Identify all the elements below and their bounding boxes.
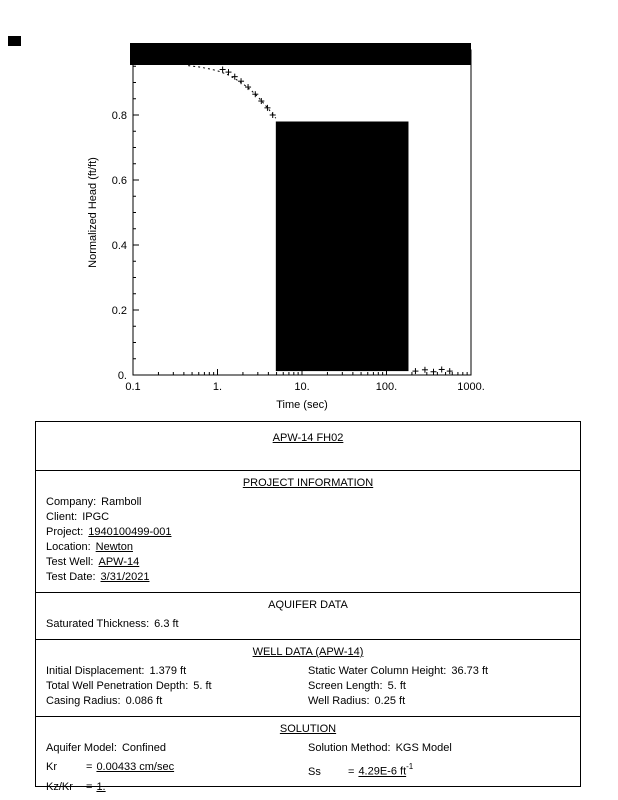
field-value: IPGC	[82, 511, 110, 523]
equals-sign: =	[86, 761, 93, 773]
field-aquifer-model	[46, 741, 308, 756]
report-title-section	[36, 422, 580, 470]
field-value: Ramboll	[101, 496, 142, 508]
field-value: Confined	[121, 742, 166, 754]
field-location	[46, 540, 570, 555]
equals-sign: =	[86, 780, 93, 793]
solution-section	[36, 716, 580, 800]
field-label: Test Date:	[46, 571, 96, 583]
field-value: 0.25 ft	[374, 695, 406, 707]
field-value: 1.379 ft	[149, 665, 187, 677]
x-tick-label: 10.	[294, 381, 310, 393]
equals-sign: =	[348, 765, 355, 778]
field-total-well-penetration-depth	[46, 679, 308, 694]
field-value: 36.73 ft	[451, 665, 489, 677]
field-label: Solution Method:	[308, 742, 391, 754]
field-value: 0.00433 cm/sec	[96, 761, 175, 773]
field-value: 6.3 ft	[154, 618, 179, 630]
field-well-radius	[308, 694, 570, 709]
field-label: Client:	[46, 511, 78, 523]
field-label: Aquifer Model:	[46, 742, 117, 754]
exponent: -1	[406, 762, 414, 771]
field-test-well	[46, 555, 570, 570]
project-information-section	[36, 470, 580, 592]
field-solution-method	[308, 741, 570, 756]
field-kr	[46, 760, 308, 780]
x-tick-label: 0.1	[125, 381, 141, 393]
x-tick-label: 100.	[375, 381, 398, 393]
report-title: APW-14 FH02	[272, 432, 344, 444]
well-data-section	[36, 639, 580, 716]
field-value: 4.29E-6 ft	[358, 765, 407, 778]
y-tick-label: 0.4	[111, 240, 127, 252]
param-name: Kr	[46, 761, 57, 773]
field-value: 1.	[96, 780, 106, 793]
well-data-left-column	[46, 664, 308, 709]
field-value: 3/31/2021	[100, 571, 150, 583]
y-axis-label: Normalized Head (ft/ft)	[87, 157, 99, 268]
param-name: Ss	[308, 765, 321, 778]
field-ss	[308, 760, 570, 780]
field-screen-length	[308, 679, 570, 694]
y-tick-label: 0.6	[111, 175, 127, 187]
aquifer-data-section	[36, 592, 580, 639]
redacted-chart-title	[130, 43, 471, 65]
field-value: 5. ft	[387, 680, 406, 692]
section-heading-aquifer: AQUIFER DATA	[268, 599, 348, 611]
param-name: Kz/Kr	[46, 780, 73, 793]
fitted-curve	[188, 66, 276, 119]
field-value: Newton	[95, 541, 133, 553]
field-initial-displacement	[46, 664, 308, 679]
field-label: Test Well:	[46, 556, 94, 568]
field-label: Total Well Penetration Depth:	[46, 680, 189, 692]
y-tick-label: 0.8	[111, 110, 127, 122]
field-value: 5. ft	[193, 680, 212, 692]
field-value: KGS Model	[395, 742, 452, 754]
report-box	[35, 421, 581, 793]
section-heading-project: PROJECT INFORMATION	[242, 477, 374, 489]
field-test-date	[46, 570, 570, 585]
field-casing-radius	[46, 694, 308, 709]
redacted-data-region	[276, 122, 409, 372]
field-client	[46, 510, 570, 525]
x-tick-label: 1000.	[457, 381, 485, 393]
field-label: Well Radius:	[308, 695, 370, 707]
field-company	[46, 495, 570, 510]
field-saturated-thickness	[46, 617, 570, 632]
x-axis-label: Time (sec)	[276, 399, 328, 411]
y-tick-label: 0.	[117, 370, 127, 382]
field-value: 1940100499-001	[88, 526, 172, 538]
field-label: Saturated Thickness:	[46, 618, 150, 630]
field-value: 0.086 ft	[125, 695, 163, 707]
field-kz-kr	[46, 780, 308, 795]
field-label: Location:	[46, 541, 91, 553]
field-label: Casing Radius:	[46, 695, 121, 707]
field-label: Company:	[46, 496, 97, 508]
field-value: APW-14	[98, 556, 140, 568]
section-heading-solution: SOLUTION	[279, 723, 337, 735]
field-label: Project:	[46, 526, 84, 538]
field-label: Initial Displacement:	[46, 665, 145, 677]
field-label: Static Water Column Height:	[308, 665, 447, 677]
section-heading-well: WELL DATA (APW-14)	[252, 646, 364, 658]
well-data-right-column	[308, 664, 570, 709]
y-tick-label: 0.2	[111, 305, 127, 317]
field-static-water-column-height	[308, 664, 570, 679]
field-label: Screen Length:	[308, 680, 383, 692]
field-project-number	[46, 525, 570, 540]
x-tick-label: 1.	[212, 381, 223, 393]
